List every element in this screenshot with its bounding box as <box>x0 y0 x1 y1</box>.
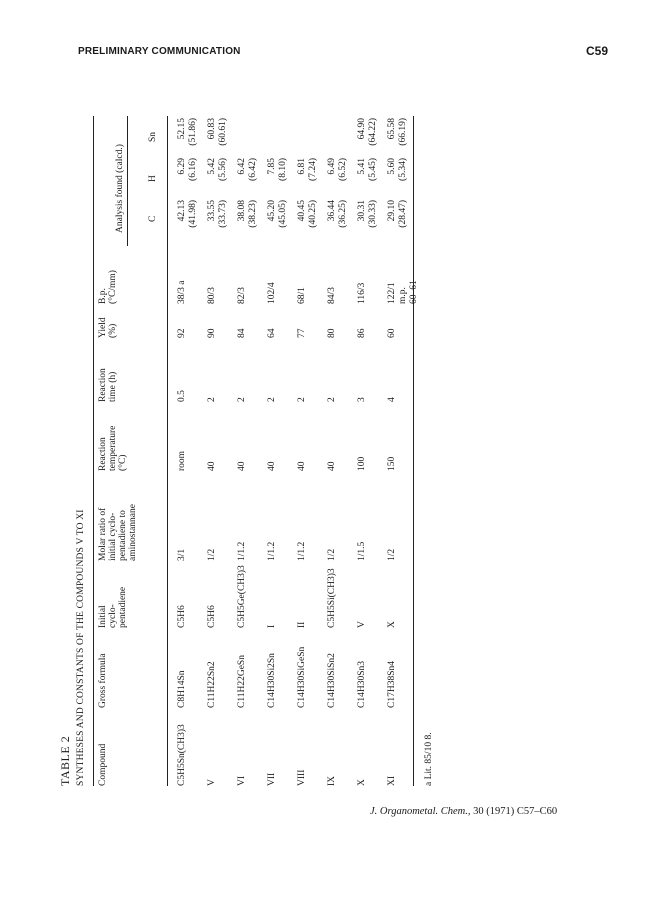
table-caption: SYNTHESES AND CONSTANTS OF THE COMPOUNDS V TO XI <box>76 509 86 786</box>
reaction-temperature-cell: 40 <box>297 461 307 471</box>
header-analysis-c: C <box>148 215 158 222</box>
header-analysis-sn: Sn <box>148 131 158 142</box>
reaction-temperature-cell: 100 <box>357 456 367 471</box>
header-initial-cyclopentadiene: Initial cyclo- pentadiene <box>98 586 128 628</box>
boiling-point-cell: 102/4 <box>267 282 277 304</box>
running-header-title: PRELIMINARY COMMUNICATION <box>78 46 241 57</box>
molar-ratio-cell: 1/1.2 <box>267 541 277 561</box>
compound-cell: VI <box>237 775 247 786</box>
header-yield: Yield (%) <box>98 317 118 338</box>
yield-cell: 86 <box>357 328 367 338</box>
gross-formula-cell: C11H22Sn2 <box>207 661 217 708</box>
initial-cyclopentadiene-cell: V <box>357 621 367 628</box>
initial-cyclopentadiene-cell: C5H5Si(CH3)3 <box>327 568 337 628</box>
compound-cell: VII <box>267 772 277 786</box>
reaction-time-cell: 2 <box>207 397 217 402</box>
journal-citation <box>370 806 557 817</box>
header-gross-formula: Gross formula <box>98 653 108 708</box>
header-reaction-time: Reaction time (h) <box>98 368 118 402</box>
boiling-point-cell: 80/3 <box>207 287 217 304</box>
analysis-h-cell: 6.49 (6.52) <box>327 158 348 181</box>
yield-cell: 90 <box>207 328 217 338</box>
yield-cell: 60 <box>387 328 397 338</box>
reaction-time-cell: 2 <box>297 397 307 402</box>
analysis-h-cell: 6.42 (6.42) <box>237 158 258 181</box>
compound-cell: C5H5Sn(CH3)3 <box>177 724 187 786</box>
analysis-h-cell: 6.29 (6.16) <box>177 158 198 181</box>
compound-cell: VIII <box>297 769 307 786</box>
table-row <box>384 116 432 786</box>
yield-cell: 80 <box>327 328 337 338</box>
boiling-point-cell: 68/1 <box>297 287 307 304</box>
analysis-c-cell: 38.08 (38.23) <box>237 200 258 228</box>
initial-cyclopentadiene-cell: C5H6 <box>207 605 217 628</box>
header-analysis: Analysis found (calcd.) <box>115 144 125 233</box>
journal-volume: 30 (1971) C57–C60 <box>470 806 558 817</box>
table-header-rule <box>167 116 168 786</box>
reaction-time-cell: 2 <box>327 397 337 402</box>
reaction-temperature-cell: 40 <box>207 461 217 471</box>
analysis-sn-cell: 64.90 (64.22) <box>357 118 378 146</box>
header-compound: Compound <box>98 743 108 786</box>
gross-formula-cell: C14H30SiGeSn <box>297 646 307 708</box>
molar-ratio-cell: 1/1.2 <box>237 541 247 561</box>
reaction-temperature-cell: 150 <box>387 456 397 471</box>
initial-cyclopentadiene-cell: II <box>297 621 307 628</box>
boiling-point-cell: 82/3 <box>237 287 247 304</box>
analysis-c-cell: 40.45 (40.25) <box>297 200 318 228</box>
header-reaction-temperature: Reaction temperature (°C) <box>98 425 128 471</box>
gross-formula-cell: C14H30Si2Sn <box>267 653 277 708</box>
reaction-time-cell: 2 <box>267 397 277 402</box>
gross-formula-cell: C11H22GeSn <box>237 655 247 708</box>
yield-cell: 92 <box>177 328 187 338</box>
page-number: C59 <box>585 44 608 58</box>
reaction-temperature-cell: 40 <box>237 461 247 471</box>
reaction-temperature-cell: 40 <box>267 461 277 471</box>
rotated-table <box>38 116 458 786</box>
gross-formula-cell: C8H14Sn <box>177 670 187 708</box>
analysis-sn-cell: 52.15 (51.86) <box>177 118 198 146</box>
analysis-c-cell: 45.20 (45.05) <box>267 200 288 228</box>
analysis-h-cell: 5.42 (5.56) <box>207 158 228 181</box>
yield-cell: 64 <box>267 328 277 338</box>
molar-ratio-cell: 1/1.2 <box>297 541 307 561</box>
analysis-h-cell: 7.85 (8.10) <box>267 158 288 181</box>
boiling-point-cell: 122/1 m.p. 60–61 <box>387 280 419 304</box>
boiling-point-cell: 116/3 <box>357 282 367 304</box>
boiling-point-cell: 38/3 a <box>177 280 187 304</box>
gross-formula-cell: C14H30SiSn2 <box>327 653 337 708</box>
analysis-subrule <box>127 116 128 246</box>
yield-cell: 77 <box>297 328 307 338</box>
compound-cell: XI <box>387 775 397 786</box>
compound-cell: IX <box>327 775 337 786</box>
initial-cyclopentadiene-cell: C5H6 <box>177 605 187 628</box>
reaction-time-cell: 3 <box>357 397 367 402</box>
analysis-h-cell: 5.41 (5.45) <box>357 158 378 181</box>
compound-cell: X <box>357 779 367 786</box>
analysis-c-cell: 29.10 (28.47) <box>387 200 408 228</box>
analysis-h-cell: 5.60 (5.34) <box>387 158 408 181</box>
initial-cyclopentadiene-cell: X <box>387 621 397 628</box>
table-top-rule <box>93 116 94 786</box>
boiling-point-cell: 84/3 <box>327 287 337 304</box>
gross-formula-cell: C17H38Sn4 <box>387 661 397 708</box>
reaction-temperature-cell: 40 <box>327 461 337 471</box>
analysis-h-cell: 6.81 (7.24) <box>297 158 318 181</box>
molar-ratio-cell: 1/2 <box>327 548 337 561</box>
header-analysis-h: H <box>148 175 158 182</box>
analysis-c-cell: 30.31 (30.33) <box>357 200 378 228</box>
analysis-c-cell: 42.13 (41.98) <box>177 200 198 228</box>
initial-cyclopentadiene-cell: I <box>267 624 277 628</box>
header-boiling-point: B.p. (°C/mm) <box>98 270 118 304</box>
gross-formula-cell: C14H30Sn3 <box>357 661 367 708</box>
reaction-time-cell: 0.5 <box>177 390 187 402</box>
table-label: TABLE 2 <box>58 735 72 786</box>
journal-name: J. Organometal. Chem., <box>370 806 471 817</box>
table-bottom-rule <box>413 116 414 786</box>
reaction-time-cell: 2 <box>237 397 247 402</box>
reaction-temperature-cell: room <box>177 450 187 471</box>
molar-ratio-cell: 3/1 <box>177 548 187 561</box>
initial-cyclopentadiene-cell: C5H5Ge(CH3)3 <box>237 565 247 628</box>
analysis-c-cell: 36.44 (36.25) <box>327 200 348 228</box>
molar-ratio-cell: 1/2 <box>387 548 397 561</box>
header-molar-ratio: Molar ratio of initial cyclo- pentadiene to aminostannane <box>98 504 138 561</box>
molar-ratio-cell: 1/2 <box>207 548 217 561</box>
table-footnote: a Lit. 85/10 8. <box>424 732 434 786</box>
analysis-c-cell: 33.55 (33.73) <box>207 200 228 228</box>
yield-cell: 84 <box>237 328 247 338</box>
molar-ratio-cell: 1/1.5 <box>357 541 367 561</box>
analysis-sn-cell: 60.83 (60.61) <box>207 118 228 146</box>
reaction-time-cell: 4 <box>387 397 397 402</box>
analysis-sn-cell: 65.58 (66.19) <box>387 118 408 146</box>
compound-cell: V <box>207 779 217 786</box>
